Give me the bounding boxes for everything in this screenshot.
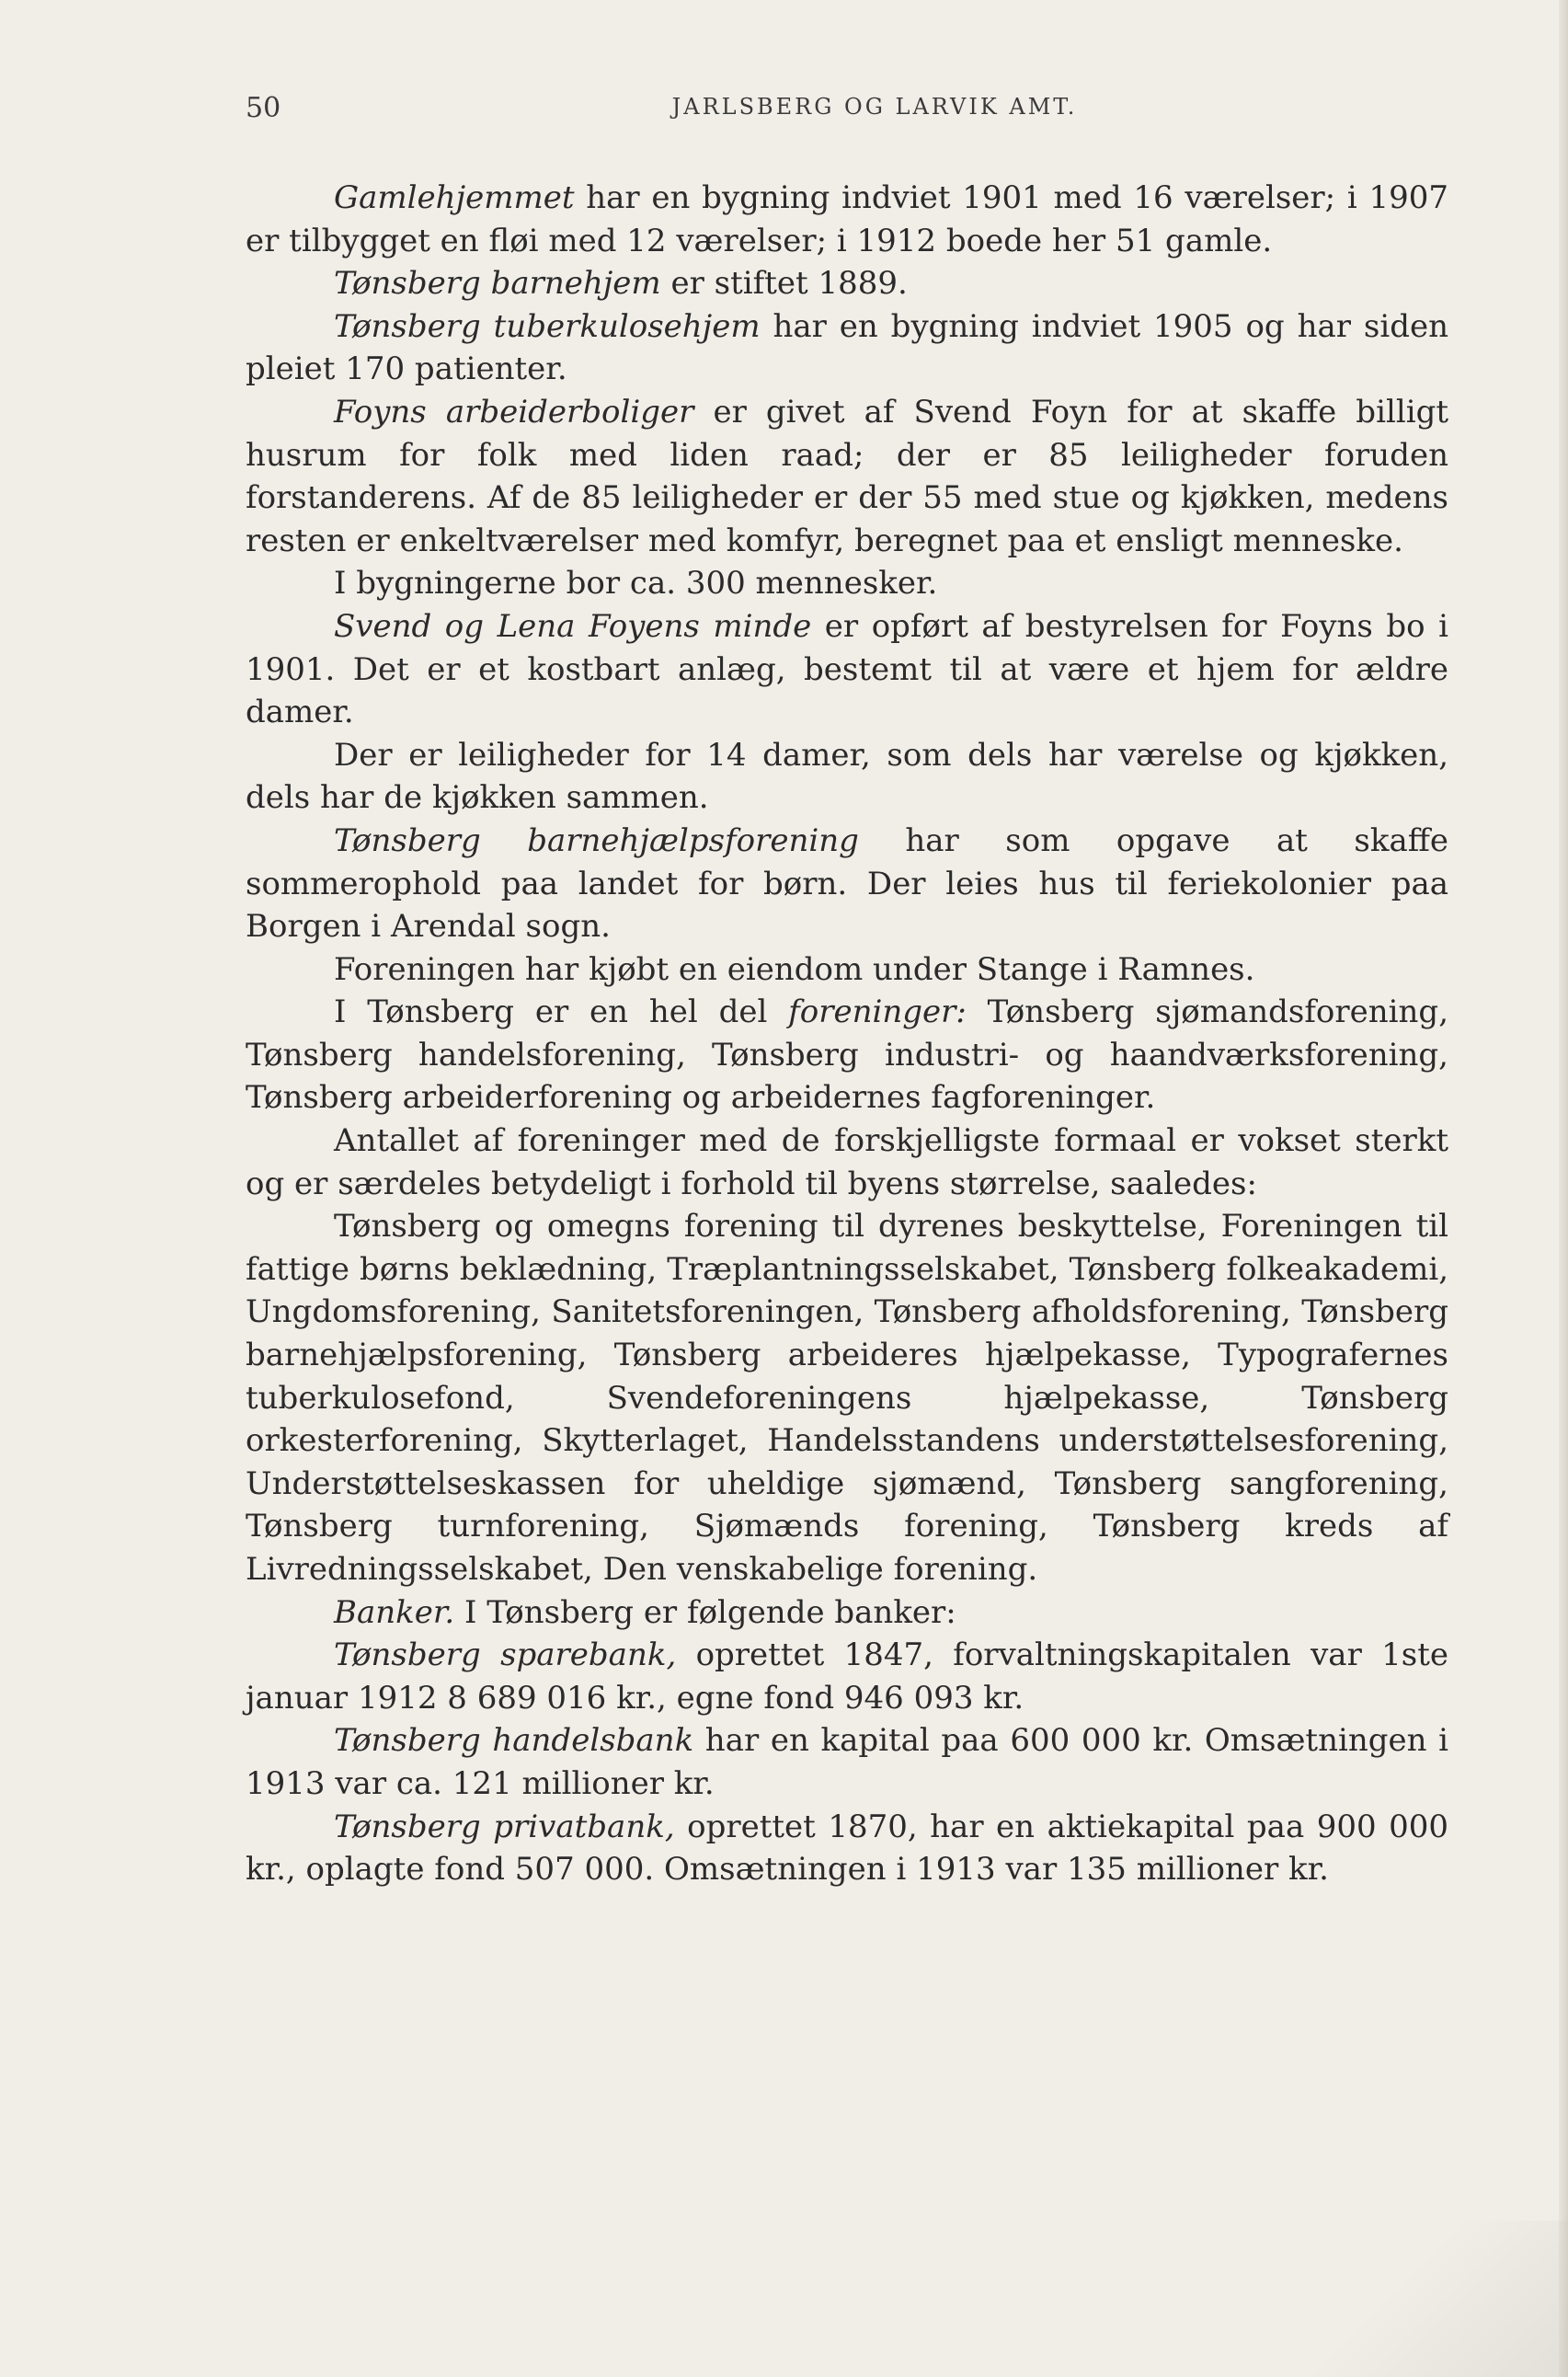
paragraph	[246, 1719, 1448, 1805]
paragraph-pre: I Tønsberg er en hel del	[334, 993, 789, 1031]
paragraph-text: Tønsberg og omegns forening til dyrenes beskyttelse, Foreningen til fattige børns beklædning, Træplantningsselskabet, Tønsberg folkeakademi, Ungdomsforening, Sanitetsforeningen, Tønsberg afholdsforening, Tønsberg barnehjælpsforening, Tønsberg arbeideres hjælpekasse, Typografernes tuberkulosefond, Svendeforeningens hjælpekasse, Tønsberg orkesterforening, Skytterlaget, Handelsstandens understøttelsesforening, Understøttelseskassen for uheldige sjømænd, Tønsberg sangforening, Tønsberg turnforening, Sjømænds forening, Tønsberg kreds af Livredningsselskabet, Den venskabelige forening.	[246, 1208, 1448, 1588]
body-text	[246, 177, 1448, 1891]
paragraph	[246, 734, 1448, 820]
paragraph-lead: foreninger:	[788, 993, 967, 1031]
running-head: JARLSBERG OG LARVIK AMT.	[671, 94, 1078, 120]
paragraph-lead: Gamlehjemmet	[334, 179, 575, 216]
paragraph-text: har en bygning indviet 1901 med 16 værelser; i 1907 er tilbygget en fløi med 12 værelser; i 1912 boede her 51 gamle.	[246, 179, 1448, 259]
paragraph	[246, 605, 1448, 734]
paragraph-text: er givet af Svend Foyn for at skaffe billigt husrum for folk med liden raad; der er 85 leiligheder foruden forstanderens. Af de 85 leiligheder er der 55 med stue og kjøkken, medens resten er enkeltværelser med komfyr, beregnet paa et ensligt menneske.	[246, 393, 1448, 559]
paragraph	[246, 1205, 1448, 1590]
paragraph-text: Tønsberg sjømandsforening, Tønsberg handelsforening, Tønsberg industri- og haandværksforening, Tønsberg arbeiderforening og arbeidernes fagforeninger.	[246, 993, 1449, 1117]
paragraph-text: I bygningerne bor ca. 300 mennesker.	[334, 565, 938, 603]
paragraph-lead: Tønsberg barnehjem	[334, 265, 661, 303]
paragraph-lead: Tønsberg sparebank,	[334, 1636, 677, 1674]
paragraph-text: er stiftet 1889.	[660, 265, 908, 303]
paragraph	[246, 820, 1448, 948]
paragraph	[246, 991, 1448, 1120]
paragraph	[246, 562, 1448, 605]
paragraph	[246, 391, 1448, 562]
paragraph-lead: Foyns arbeiderboliger	[334, 393, 694, 431]
paragraph-text: har som opgave at skaffe sommerophold paa landet for børn. Der leies hus til feriekolonier paa Borgen i Arendal sogn.	[246, 821, 1448, 946]
paragraph-text: Foreningen har kjøbt en eiendom under Stange i Ramnes.	[334, 950, 1255, 988]
paragraph-lead: Tønsberg handelsbank	[334, 1722, 694, 1760]
paragraph-text: oprettet 1870, har en aktiekapital paa 900 000 kr., oplagte fond 507 000. Omsætningen i 1913 var 135 millioner kr.	[246, 1808, 1448, 1889]
paragraph-lead: Tønsberg tuberkulosehjem	[334, 307, 761, 345]
paragraph	[246, 305, 1448, 391]
paragraph	[246, 1806, 1448, 1891]
paragraph-text: Antallet af foreninger med de forskjelligste formaal er vokset sterkt og er særdeles betydeligt i forhold til byens størrelse, saaledes:	[246, 1122, 1448, 1202]
page-corner-shadow	[1053, 2221, 1568, 2377]
paragraph	[246, 1120, 1448, 1205]
page-header	[246, 92, 1448, 138]
paragraph-lead: Tønsberg barnehjælpsforening	[334, 821, 859, 859]
paragraph	[246, 1634, 1448, 1719]
paragraph-text: har en bygning indviet 1905 og har siden pleiet 170 patienter.	[246, 307, 1448, 388]
page-edge-shadow	[1559, 0, 1568, 2377]
page-number: 50	[246, 92, 281, 124]
paragraph	[246, 948, 1448, 992]
paragraph-text: Der er leiligheder for 14 damer, som dels har værelse og kjøkken, dels har de kjøkken sammen.	[246, 736, 1448, 817]
paragraph-lead: Banker.	[334, 1593, 455, 1631]
paragraph	[246, 262, 1448, 305]
paragraph-text: har en kapital paa 600 000 kr. Omsætningen i 1913 var ca. 121 millioner kr.	[246, 1722, 1449, 1802]
paragraph	[246, 177, 1448, 262]
paragraph-lead: Tønsberg privatbank,	[334, 1808, 675, 1845]
paragraph-lead: Svend og Lena Foyens minde	[334, 607, 812, 645]
paragraph-text: I Tønsberg er følgende banker:	[454, 1593, 956, 1631]
paragraph	[246, 1591, 1448, 1635]
paragraph-text: er opført af bestyrelsen for Foyns bo i 1901. Det er et kostbart anlæg, bestemt til at være et hjem for ældre damer.	[246, 607, 1448, 731]
paragraph-text: oprettet 1847, forvaltningskapitalen var 1ste januar 1912 8 689 016 kr., egne fond 946 093 kr.	[246, 1636, 1448, 1717]
